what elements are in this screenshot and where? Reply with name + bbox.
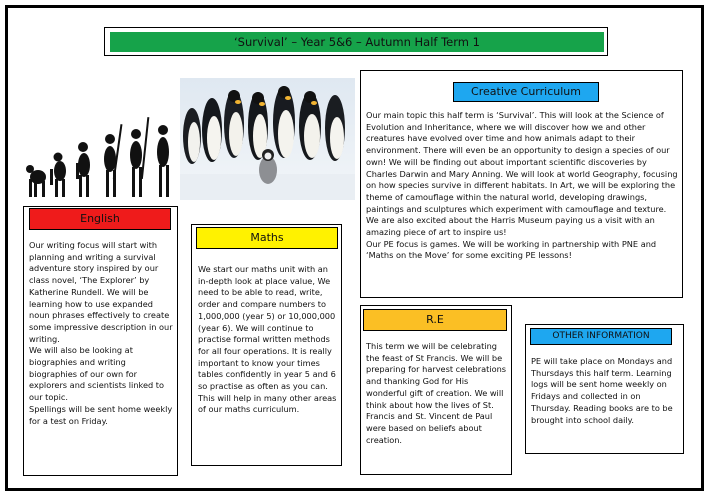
re-heading: R.E [363, 309, 507, 331]
creative-paragraph: Our PE focus is games. We will be working in partnership with PNE and ‘Maths on the Move’ for some exciting PE lessons! [366, 238, 657, 261]
english-paragraph: We will also be looking at biographies and writing biographies of our own for explorers and scientists linked to our topic. [29, 345, 165, 403]
other-information-heading: OTHER INFORMATION [530, 328, 672, 345]
english-paragraph: Spellings will be sent home weekly for a test on Friday. [29, 403, 173, 426]
re-paragraph: This term we will be celebrating the feast of St Francis. We will be preparing for harvest celebrations and thanking God for His wonderful gift of creation. We will think about how the lives of St. Francis and St. Vincent de Paul were based on beliefs about creation. [366, 341, 507, 445]
creative-paragraph: Our main topic this half term is ‘Survival’. This will look at the Science of Evolution and Inheritance, where we will discover how we and other creatures have evolved over time and how animals adapt to their environment. There will even be an opportunity to design a species of our own! We will be finding out about important scientific discoveries by Charles Darwin and Mary Anning. We will look at world Geography, focusing on how species survive in different habitats. In Art, we will be exploring the theme of camouflage within the natural world, developing drawings, paintings and sculptures which experiment with camouflage and texture. We are also excited about the Harris Museum paying us a visit with an amazing piece of art to inspire us! [366, 110, 678, 238]
other-information-text [531, 356, 676, 426]
emperor-penguins-photo [180, 78, 355, 200]
maths-text [198, 264, 340, 416]
page-title: ‘Survival’ – Year 5&6 – Autumn Half Term 1 [110, 32, 604, 52]
evolution-silhouettes [24, 99, 174, 200]
maths-heading: Maths [196, 227, 338, 249]
creative-curriculum-heading: Creative Curriculum [453, 82, 599, 102]
maths-paragraph: We start our maths unit with an in-depth look at place value, We need to be able to read, write, order and compare numbers to 1,000,000 (year 5) or 10,000,000 (year 6). We will continue to practise formal written methods for all four operations. It is really important to know your times tables confidently in year 5 and 6 so practise as often as you can. This will help in many other areas of our maths curriculum. [198, 264, 337, 415]
creative-curriculum-text [366, 110, 680, 262]
other-paragraph: PE will take place on Mondays and Thursdays this half term. Learning logs will be sent home weekly on Fridays and collected in on Thursday. Reading books are to be brought into school daily. [531, 356, 673, 425]
english-paragraph: Our writing focus will start with planning and writing a survival adventure story inspired by our class novel, ‘The Explorer’ by Katherine Rundell. We will be learning how to use expanded noun phrases effectively to create some impressive description in our writing. [29, 240, 173, 344]
english-text [29, 240, 174, 427]
english-heading: English [29, 208, 171, 230]
re-text [366, 341, 510, 446]
